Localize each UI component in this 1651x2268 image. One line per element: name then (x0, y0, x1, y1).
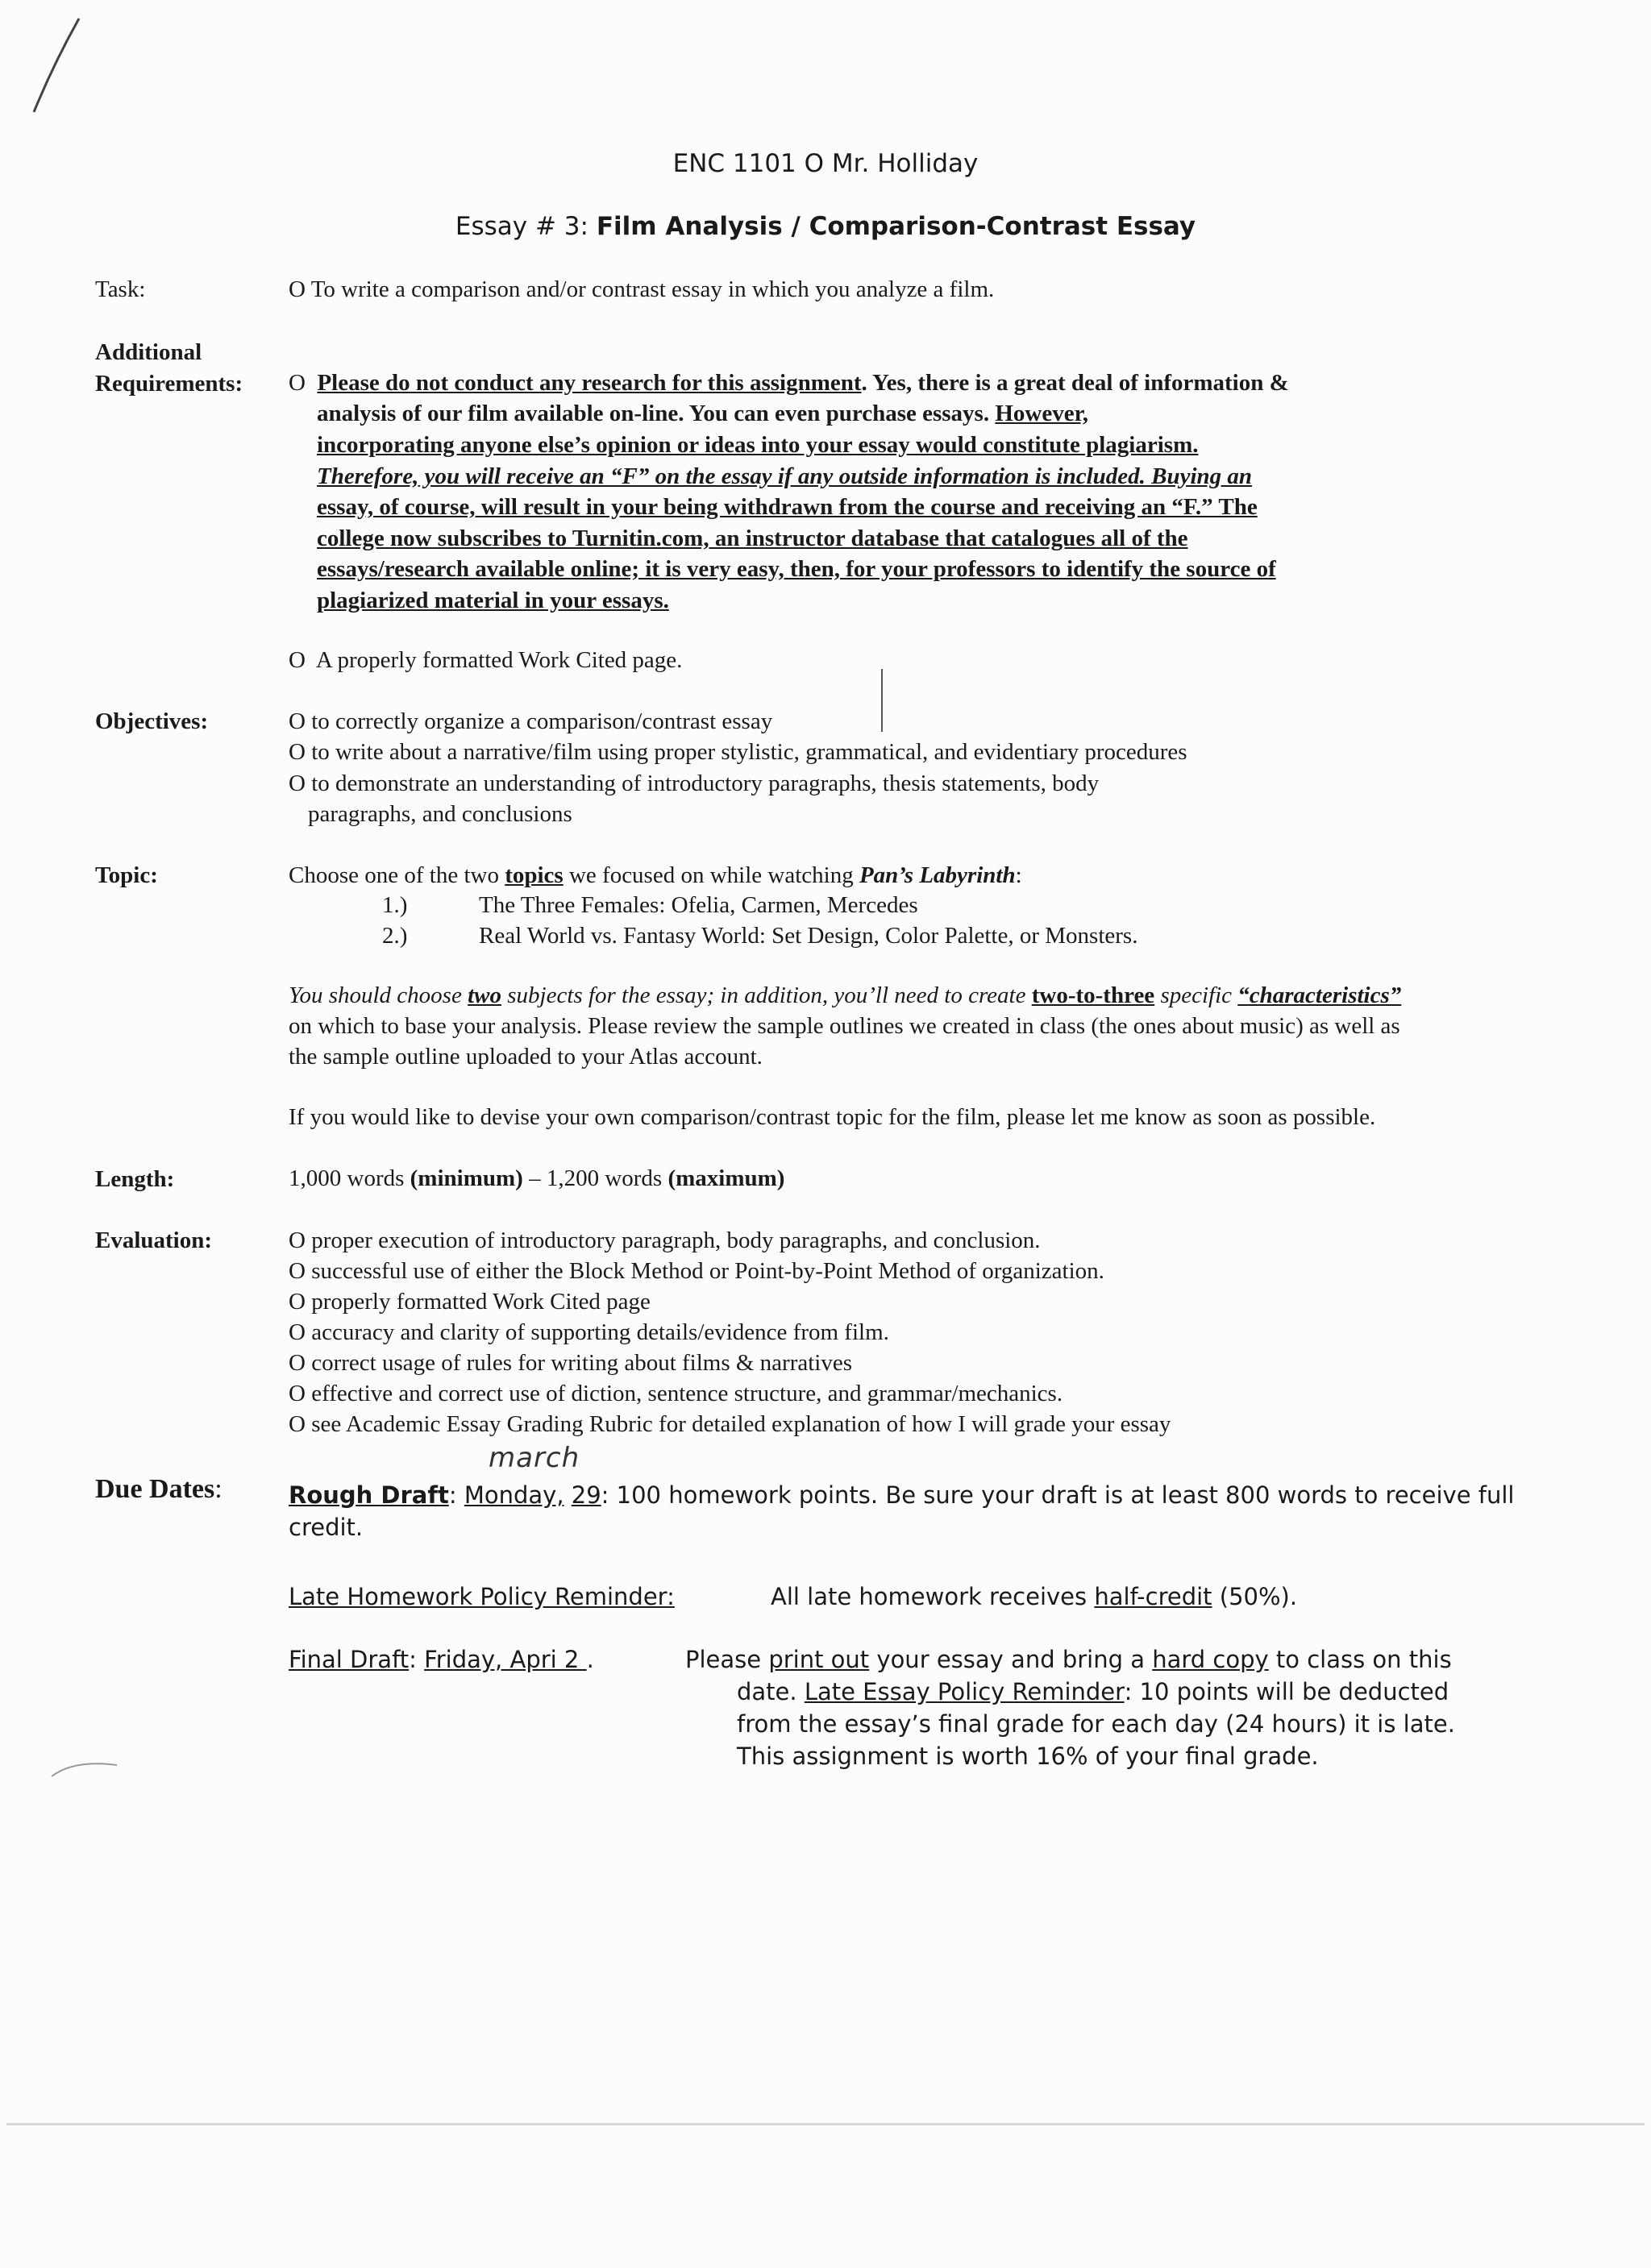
topic-choose-line-1: You should choose two subjects for the essay; in addition, you’ll need to create two-to-three specific “characteristics” (289, 982, 1402, 1008)
bullet-icon: O (289, 1350, 306, 1376)
topic-own: If you would like to devise your own comparison/contrast topic for the film, please let me know as soon as possible. (289, 1104, 1376, 1130)
stray-vertical-mark (881, 669, 883, 732)
evaluation-item: O effective and correct use of diction, sentence structure, and grammar/mechanics. (289, 1381, 1063, 1406)
essay-prefix: Essay # 3: (455, 212, 597, 241)
final-draft-line: Final Draft: Friday, Apri 2 . (289, 1646, 594, 1673)
req-work-cited: O A properly formatted Work Cited page. (289, 647, 683, 673)
margin-mark (48, 1757, 121, 1781)
evaluation-item: O successful use of either the Block Method or Point-by-Point Method of organization. (289, 1258, 1104, 1284)
evaluation-item: O correct usage of rules for writing about films & narratives (289, 1350, 853, 1376)
final-draft-text-1: Please print out your essay and bring a hard copy to class on this (685, 1646, 1452, 1673)
topic-option: Real World vs. Fantasy World: Set Design, Color Palette, or Monsters. (479, 923, 1138, 949)
bullet-icon: O (289, 739, 306, 765)
objective-continuation: paragraphs, and conclusions (308, 801, 572, 827)
objective-item: O to demonstrate an understanding of introductory paragraphs, thesis statements, body (289, 771, 1100, 796)
bullet-icon: O (289, 771, 306, 796)
final-draft-text-3: from the essay’s final grade for each day (24 hours) it is late. (737, 1710, 1455, 1738)
bullet-icon: O (289, 276, 306, 302)
req-line-2: analysis of our film available on-line. You can even purchase essays. However, (317, 401, 1089, 426)
evaluation-label: Evaluation: (95, 1227, 213, 1253)
final-draft-label: Final Draft (289, 1646, 410, 1673)
rough-draft-label: Rough Draft (289, 1481, 449, 1509)
bullet-icon: O (289, 1411, 306, 1437)
topic-option: The Three Females: Ofelia, Carmen, Mercedes (479, 892, 918, 918)
pen-mark (16, 12, 81, 117)
late-homework-text: All late homework receives half-credit (50%). (771, 1583, 1298, 1610)
due-dates-label: Due Dates: (95, 1474, 222, 1504)
task-text: O To write a comparison and/or contrast essay in which you analyze a film. (289, 276, 995, 302)
bullet-icon: O (289, 1289, 306, 1315)
bullet-icon: O (289, 1381, 306, 1406)
additional-label: Additional (95, 339, 202, 365)
req-line-7: essays/research available online; it is very easy, then, for your professors to identify the source of (317, 556, 1276, 582)
topic-intro: Choose one of the two topics we focused on while watching Pan’s Labyrinth: (289, 862, 1022, 888)
length-label: Length: (95, 1166, 175, 1192)
req-line-4: Therefore, you will receive an “F” on the essay if any outside information is included. Buying an (317, 463, 1253, 489)
topic-choose-line-3: the sample outline uploaded to your Atlas account. (289, 1044, 763, 1070)
handwritten-month: march (489, 1442, 580, 1474)
late-homework-label: Late Homework Policy Reminder: (289, 1583, 675, 1610)
req-line-3: incorporating anyone else’s opinion or ideas into your essay would constitute plagiarism. (317, 432, 1199, 458)
topic-choose-line-2: on which to base your analysis. Please review the sample outlines we created in class (the ones about music) as well as (289, 1013, 1400, 1039)
req-line-5: essay, of course, will result in your being withdrawn from the course and receiving an “F.” The (317, 494, 1258, 520)
topic-label: Topic: (95, 862, 158, 888)
topic-option-number: 2.) (382, 923, 408, 949)
bullet-icon: O (289, 1319, 306, 1345)
rough-draft-line: Rough Draft: Monday, 29: 100 homework points. Be sure your draft is at least 800 words to receive full (289, 1481, 1515, 1509)
page-edge-line (6, 2123, 1645, 2125)
topic-option-number: 1.) (382, 892, 408, 918)
objectives-label: Objectives: (95, 708, 209, 734)
req-line-1: O Please do not conduct any research for this assignment. Yes, there is a great deal of information & (289, 370, 1289, 396)
length-text: 1,000 words (minimum) – 1,200 words (maximum) (289, 1165, 785, 1191)
evaluation-item: O see Academic Essay Grading Rubric for detailed explanation of how I will grade your essay (289, 1411, 1171, 1437)
task-label: Task: (95, 276, 146, 302)
essay-heading (0, 211, 1651, 243)
requirements-label: Requirements: (95, 371, 243, 397)
bullet-icon: O (289, 708, 306, 734)
objective-item: O to write about a narrative/film using proper stylistic, grammatical, and evidentiary procedures (289, 739, 1187, 765)
evaluation-item: O accuracy and clarity of supporting details/evidence from film. (289, 1319, 889, 1345)
bullet-icon: O (289, 370, 306, 396)
course-heading: ENC 1101 O Mr. Holliday (672, 149, 979, 178)
rough-draft-line-2: credit. (289, 1514, 364, 1541)
evaluation-item: O proper execution of introductory paragraph, body paragraphs, and conclusion. (289, 1227, 1041, 1253)
final-draft-text-2: date. Late Essay Policy Reminder: 10 points will be deducted (737, 1678, 1449, 1705)
evaluation-item: O properly formatted Work Cited page (289, 1289, 651, 1315)
final-draft-text-4: This assignment is worth 16% of your final grade. (737, 1743, 1319, 1770)
essay-title: Film Analysis / Comparison-Contrast Essay (596, 212, 1196, 241)
objective-item: O to correctly organize a comparison/contrast essay (289, 708, 773, 734)
req-line-6: college now subscribes to Turnitin.com, an instructor database that catalogues all of the (317, 525, 1188, 551)
bullet-icon: O (289, 1227, 306, 1253)
bullet-icon: O (289, 1258, 306, 1284)
bullet-icon: O (289, 647, 306, 673)
req-line-8: plagiarized material in your essays. (317, 588, 669, 613)
